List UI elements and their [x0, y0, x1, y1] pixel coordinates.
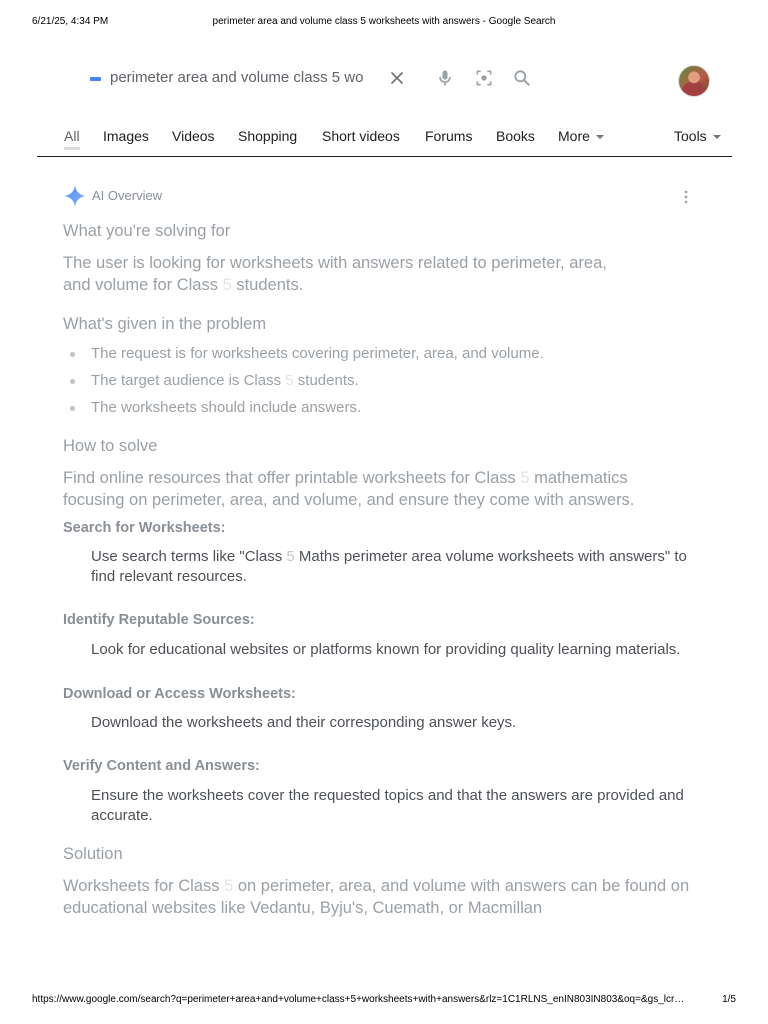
chevron-down-icon [713, 135, 721, 139]
heading-solution: Solution [63, 845, 123, 863]
search-input[interactable]: perimeter area and volume class 5 wo [110, 69, 364, 86]
google-g-icon [90, 77, 101, 81]
step-sources-body: Look for educational websites or platforms known for providing quality learning materials. [91, 641, 681, 658]
step-download-title: Download or Access Worksheets: [63, 686, 296, 702]
tools-label: Tools [674, 128, 707, 144]
given-list [63, 344, 693, 418]
tab-videos[interactable]: Videos [172, 128, 215, 144]
heading-solving-for: What you're solving for [63, 222, 231, 240]
tools-button[interactable] [674, 128, 721, 144]
print-page-number: 1/5 [722, 994, 736, 1005]
tab-books[interactable]: Books [496, 128, 535, 144]
step-search-title: Search for Worksheets: [63, 520, 226, 536]
mic-icon[interactable] [434, 67, 456, 89]
tab-more-label: More [558, 128, 590, 144]
search-icon[interactable] [511, 67, 533, 89]
gemini-sparkle-icon [63, 184, 87, 208]
tab-shopping[interactable]: Shopping [238, 128, 298, 144]
chevron-down-icon [596, 135, 604, 139]
print-header [32, 16, 736, 30]
tab-all[interactable]: All [64, 128, 80, 144]
tab-images[interactable]: Images [103, 128, 149, 144]
solving-for-text: The user is looking for worksheets with answers related to perimeter, area, and volume for Class 5 students. [63, 254, 607, 294]
more-options-icon[interactable] [680, 188, 692, 206]
ai-overview-content [63, 222, 693, 919]
step-verify-body: Ensure the worksheets cover the requested topics and that the answers are provided and accurate. [91, 787, 684, 824]
print-doc-title: perimeter area and volume class 5 worksheets with answers - Google Search [212, 16, 556, 27]
print-url: https://www.google.com/search?q=perimeter+area+and+volume+class+5+worksheets+with+answers&rlz=1C1RLNS_enIN803IN803&oq=&gs_lcr… [32, 994, 685, 1005]
step-verify-title: Verify Content and Answers: [63, 758, 260, 774]
heading-given: What's given in the problem [63, 315, 267, 333]
step-search-body: Use search terms like "Class 5 Maths perimeter area volume worksheets with answers" to find relevant resources. [91, 548, 687, 585]
tab-short-videos[interactable]: Short videos [322, 128, 400, 144]
search-tabs [37, 128, 732, 157]
lens-icon[interactable] [473, 67, 495, 89]
search-bar[interactable] [84, 58, 544, 100]
list-item: The target audience is Class 5 students. [63, 371, 693, 398]
print-datetime: 6/21/25, 4:34 PM [32, 16, 109, 27]
avatar[interactable] [678, 65, 710, 97]
list-item: The worksheets should include answers. [63, 398, 693, 418]
solution-text: Worksheets for Class 5 on perimeter, area, and volume with answers can be found on educational websites like Vedantu, Byju's, Cuemath, or Macmillan [63, 877, 690, 917]
heading-how-to-solve: How to solve [63, 437, 158, 455]
tab-more[interactable] [558, 128, 604, 144]
list-item: The request is for worksheets covering perimeter, area, and volume. [63, 344, 693, 371]
step-sources-title: Identify Reputable Sources: [63, 612, 255, 628]
tab-forums[interactable]: Forums [425, 128, 473, 144]
step-download-body: Download the worksheets and their corresponding answer keys. [91, 714, 517, 731]
ai-overview-label: AI Overview [92, 188, 163, 203]
how-to-solve-text: Find online resources that offer printable worksheets for Class 5 mathematics focusing on perimeter, area, and volume, and ensure they come with answers. [63, 469, 635, 509]
close-icon[interactable] [386, 67, 408, 89]
print-footer [32, 994, 736, 1008]
